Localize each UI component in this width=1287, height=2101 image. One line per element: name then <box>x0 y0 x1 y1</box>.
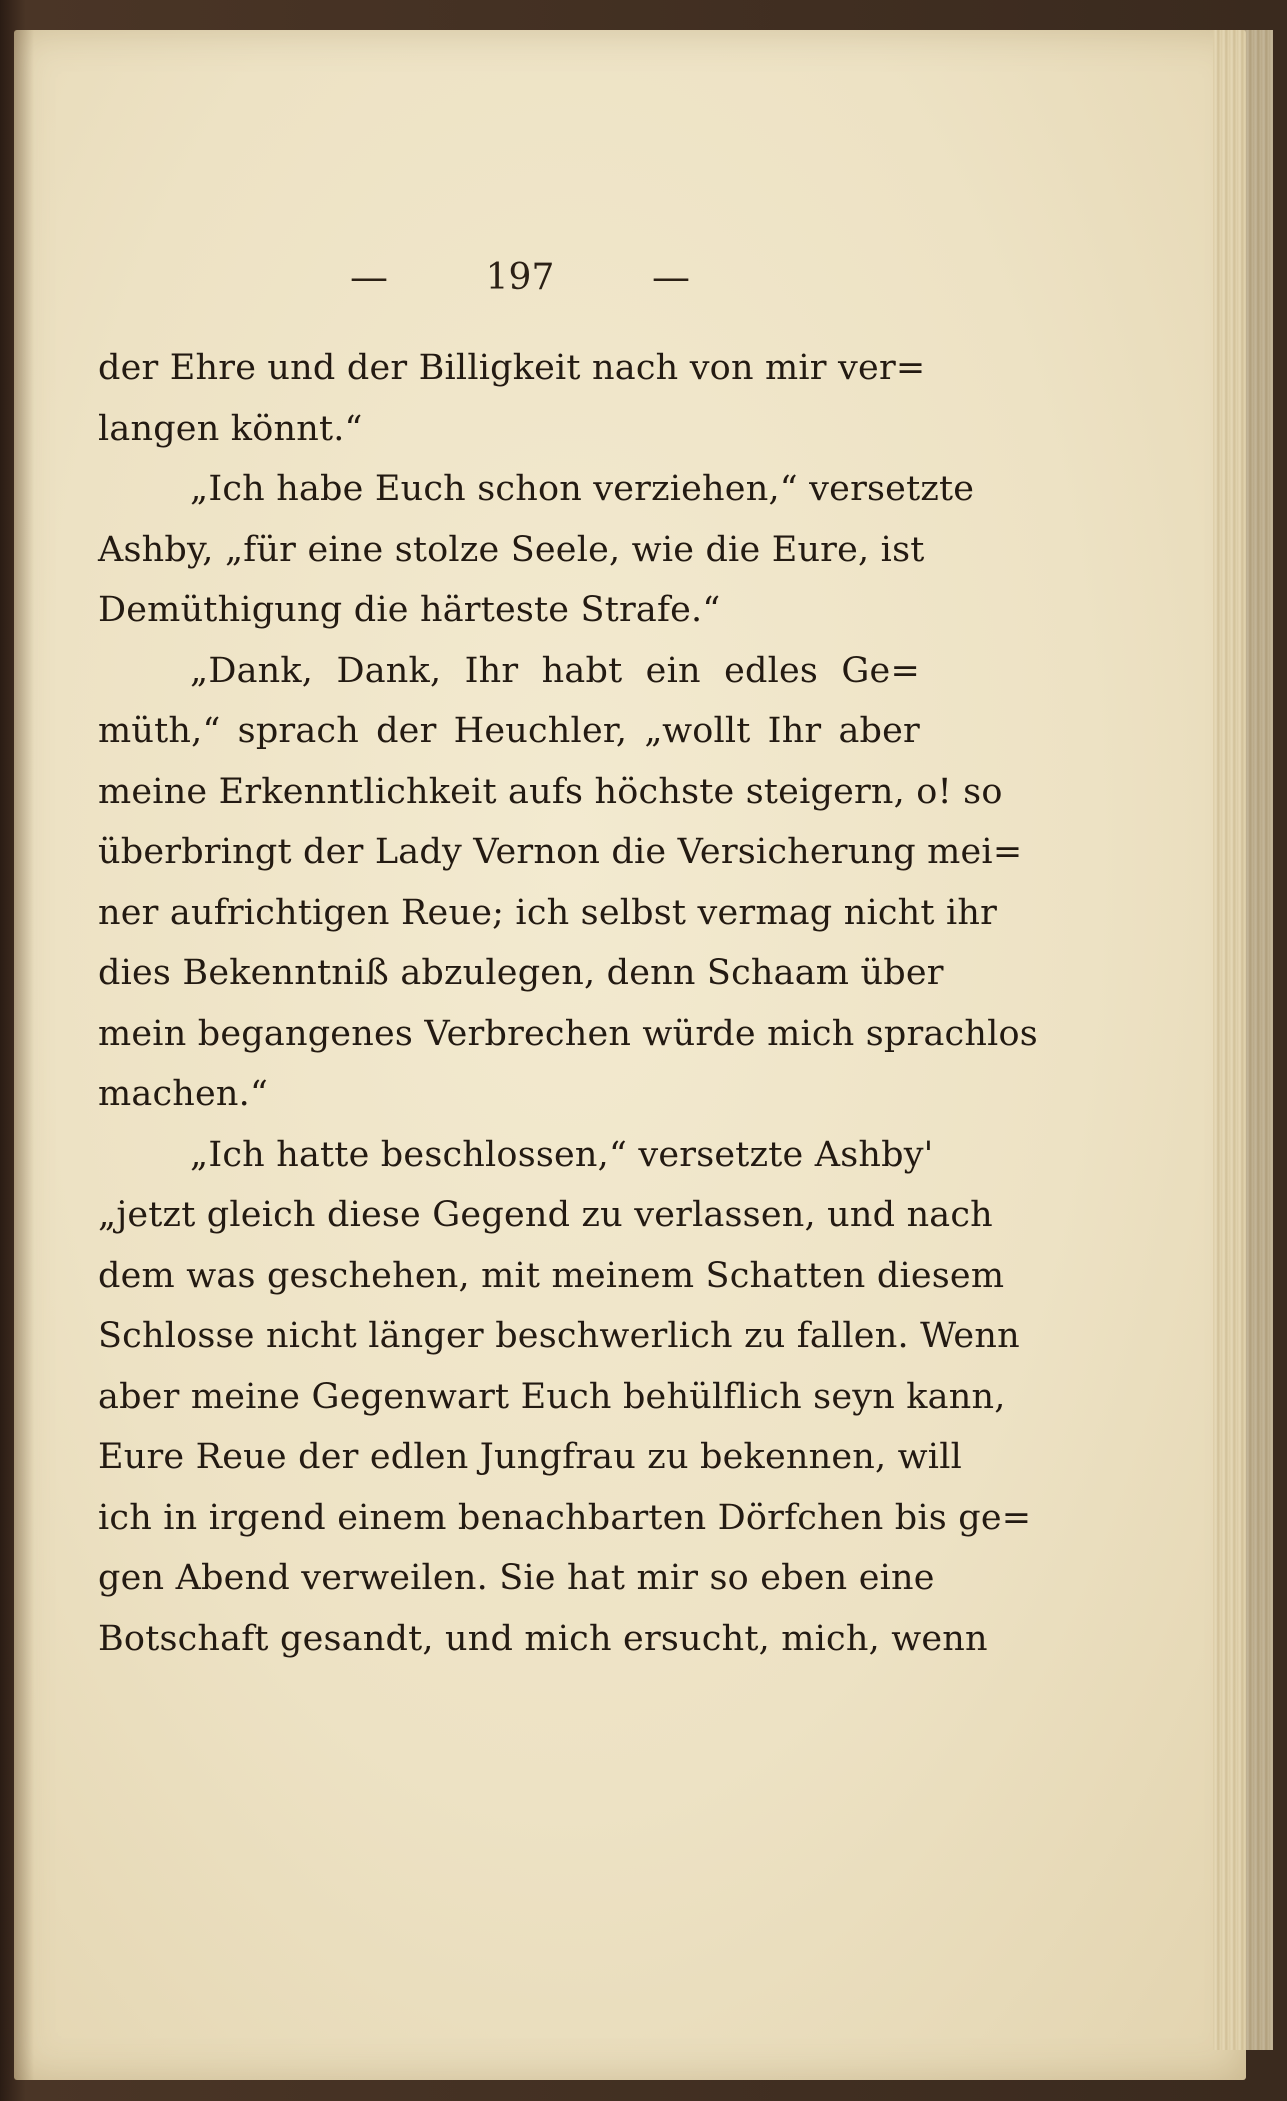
text-line: Demüthigung die härteste Strafe.“ <box>98 590 721 630</box>
text-line: Schlosse nicht länger beschwerlich zu fallen. Wenn <box>98 1316 1020 1356</box>
text-line: „Ich hatte beschlossen,“ versetzte Ashby' <box>190 1134 934 1175</box>
text-line: Botschaft gesandt, und mich ersucht, mich, wenn <box>98 1618 988 1659</box>
text-line: müth,“ sprach der Heuchler, „wollt Ihr aber <box>98 711 920 751</box>
header-dash-left: — <box>350 255 388 299</box>
page-edges <box>1213 30 1273 2050</box>
text-line: ner aufrichtigen Reue; ich selbst vermag nicht ihr <box>98 892 998 933</box>
text-line: „jetzt gleich diese Gegend zu verlassen, und nach <box>98 1195 993 1235</box>
text-line: „Ich habe Euch schon verziehen,“ versetzte <box>190 469 975 509</box>
text-line: der Ehre und der Billigkeit nach von mir ver= <box>98 348 926 388</box>
text-line: aber meine Gegenwart Euch behülflich seyn kann, <box>98 1376 1006 1417</box>
text-line: machen.“ <box>98 1074 269 1114</box>
page-header <box>350 255 690 299</box>
text-line: „Dank, Dank, Ihr habt ein edles Ge= <box>190 650 920 691</box>
text-line: mein begangenes Verbrechen würde mich sprachlos <box>98 1013 1038 1054</box>
text-line: dies Bekenntniß abzulegen, denn Schaam über <box>98 953 944 993</box>
text-line: ich in irgend einem benachbarten Dörfchen bis ge= <box>98 1497 1032 1538</box>
text-line: langen könnt.“ <box>98 408 363 449</box>
text-line: gen Abend verweilen. Sie hat mir so eben eine <box>98 1558 935 1598</box>
text-line: überbringt der Lady Vernon die Versicherung mei= <box>98 832 1023 872</box>
text-line: Ashby, „für eine stolze Seele, wie die Eure, ist <box>98 529 925 570</box>
page-number: 197 <box>485 256 555 298</box>
text-line: meine Erkenntlichkeit aufs höchste steigern, o! so <box>98 771 1003 812</box>
gutter-shadow <box>14 30 34 2080</box>
text-line: dem was geschehen, mit meinem Schatten diesem <box>98 1255 1005 1296</box>
page-text <box>98 338 1038 1669</box>
header-dash-right: — <box>652 255 690 299</box>
text-line: Eure Reue der edlen Jungfrau zu bekennen, will <box>98 1437 962 1477</box>
